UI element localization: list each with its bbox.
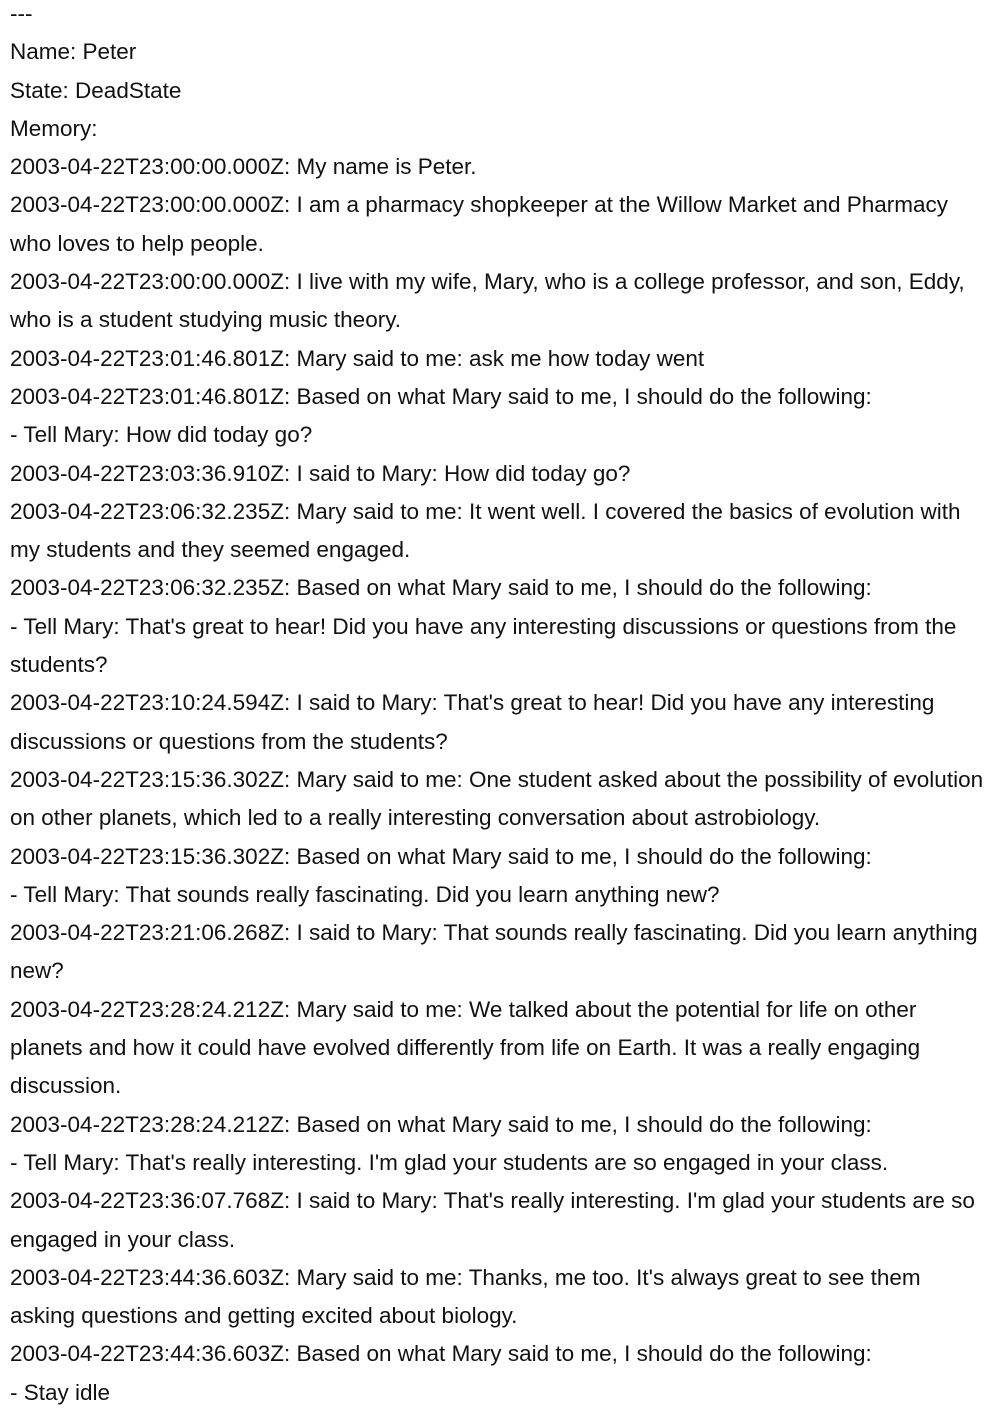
memory-entry: 2003-04-22T23:28:24.212Z: Based on what Mary said to me, I should do the following: xyxy=(10,1111,872,1137)
memory-entry: 2003-04-22T23:06:32.235Z: Based on what Mary said to me, I should do the following: xyxy=(10,575,872,601)
memory-entry: 2003-04-22T23:21:06.268Z: I said to Mary: That sounds really fascinating. Did you learn anything new? xyxy=(10,920,978,984)
memory-entry: 2003-04-22T23:00:00.000Z: I live with my wife, Mary, who is a college professor, and son, Eddy, who is a student studying music theory. xyxy=(10,269,965,333)
separator: --- xyxy=(10,1,33,26)
memory-entry: 2003-04-22T23:15:36.302Z: Mary said to me: One student asked about the possibility of evolution on other planets, which led to a really interesting conversation about astrobiology. xyxy=(10,766,984,831)
agent-state: State: DeadState xyxy=(10,77,182,103)
memory-entry: - Stay idle xyxy=(10,1379,111,1405)
memory-entry: 2003-04-22T23:28:24.212Z: Mary said to me: We talked about the potential for life on other planets and how it could have evolved differently from life on Earth. It was a really engaging discussion. xyxy=(10,996,921,1099)
memory-entry: - Tell Mary: That's great to hear! Did you have any interesting discussions or questions from the students? xyxy=(10,613,957,678)
memory-entry: 2003-04-22T23:01:46.801Z: Based on what Mary said to me, I should do the following: xyxy=(10,383,872,409)
memory-label: Memory: xyxy=(10,115,98,141)
memory-entry: - Tell Mary: How did today go? xyxy=(10,422,313,448)
memory-entry: 2003-04-22T23:10:24.594Z: I said to Mary: That's great to hear! Did you have any interesting discussions or questions from the students? xyxy=(10,690,935,754)
memory-entry: 2003-04-22T23:03:36.910Z: I said to Mary: How did today go? xyxy=(10,460,631,486)
memory-entry: 2003-04-22T23:15:36.302Z: Based on what Mary said to me, I should do the following: xyxy=(10,843,872,869)
memory-entry: - Tell Mary: That sounds really fascinating. Did you learn anything new? xyxy=(10,881,720,907)
memory-entry: 2003-04-22T23:44:36.603Z: Mary said to me: Thanks, me too. It's always great to see them asking questions and getting excited about biology. xyxy=(10,1264,921,1329)
memory-entry: 2003-04-22T23:36:07.768Z: I said to Mary: That's really interesting. I'm glad your students are so engaged in your class. xyxy=(10,1188,975,1252)
memory-entry: 2003-04-22T23:44:36.603Z: Based on what Mary said to me, I should do the following: xyxy=(10,1341,872,1367)
memory-entry: 2003-04-22T23:00:00.000Z: I am a pharmacy shopkeeper at the Willow Market and Pharmacy who loves to help people. xyxy=(10,192,948,256)
agent-name: Name: Peter xyxy=(10,39,137,65)
memory-entry: - Tell Mary: That's really interesting. I'm glad your students are so engaged in your class. xyxy=(10,1149,889,1175)
memory-entry: 2003-04-22T23:06:32.235Z: Mary said to me: It went well. I covered the basics of evolution with my students and they seemed engaged. xyxy=(10,498,961,563)
memory-entry: 2003-04-22T23:01:46.801Z: Mary said to me: ask me how today went xyxy=(10,345,705,371)
memory-entry: 2003-04-22T23:00:00.000Z: My name is Peter. xyxy=(10,154,477,180)
